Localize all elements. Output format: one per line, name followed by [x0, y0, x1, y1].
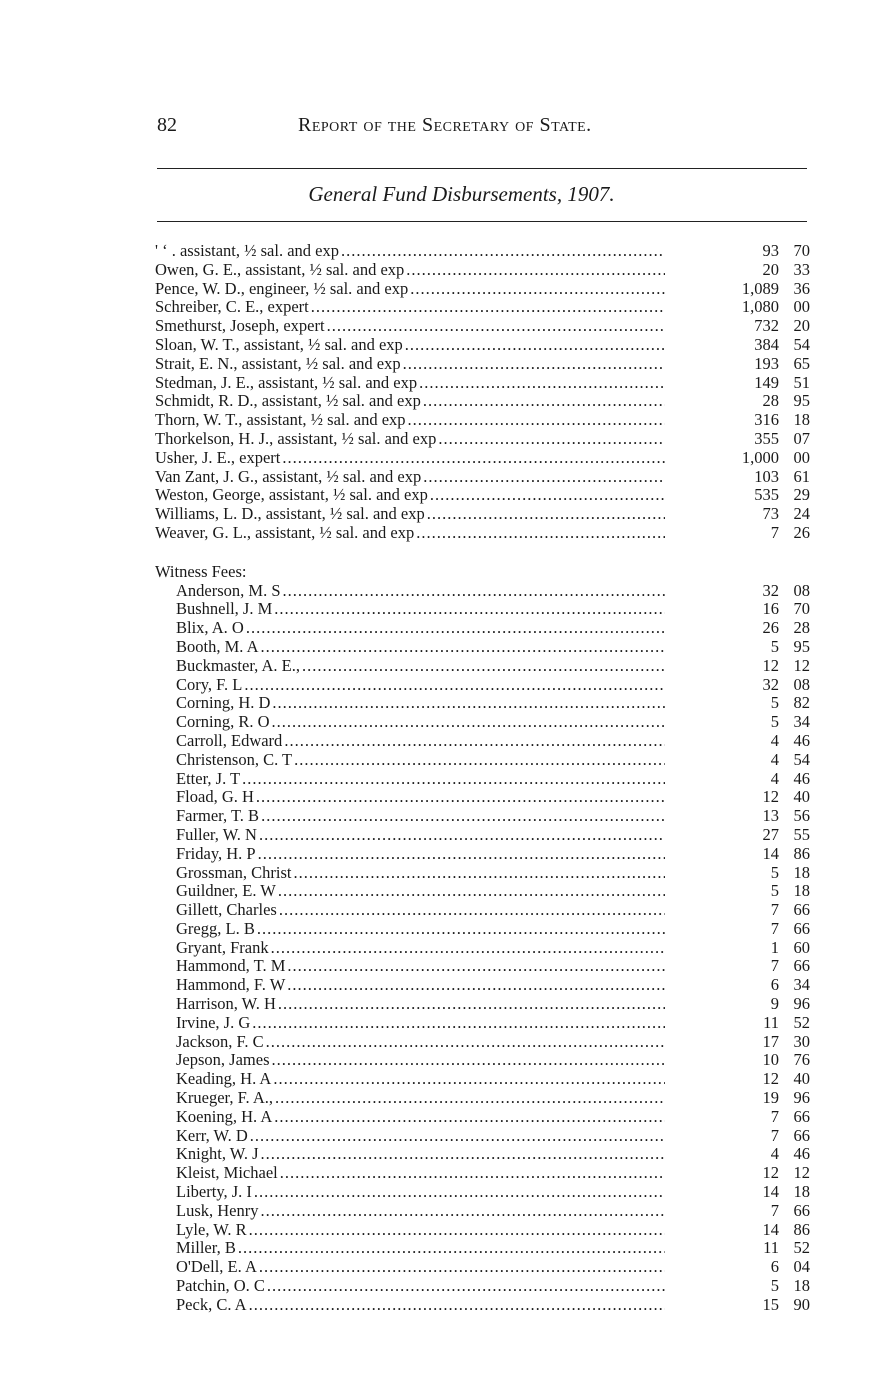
amount-dollars: 103	[754, 466, 779, 486]
payee-name: Weston, George, assistant, ½ sal. and exp	[155, 485, 428, 505]
payee-name: Pence, W. D., engineer, ½ sal. and exp	[155, 278, 409, 298]
dot-leader	[242, 770, 665, 789]
payee-name: Schmidt, R. D., assistant, ½ sal. and exp	[155, 391, 421, 411]
ledger-row	[155, 901, 810, 920]
payee-name: Kleist, Michael	[176, 1163, 278, 1183]
dot-leader	[271, 939, 665, 958]
payee-name: Corning, H. D	[176, 693, 271, 713]
amount-cents: 54	[793, 749, 810, 769]
payee-name: Bushnell, J. M	[176, 599, 273, 619]
payee-name: Smethurst, Joseph, expert	[155, 316, 325, 336]
amount-cents: 54	[793, 334, 810, 354]
ledger-row	[155, 882, 810, 901]
amount-dollars: 5	[770, 693, 779, 713]
dot-leader	[256, 788, 665, 807]
amount-cents: 18	[793, 1276, 810, 1296]
ledger-row	[155, 1164, 810, 1183]
dot-leader	[267, 1277, 665, 1296]
payee-name: Peck, C. A	[176, 1294, 247, 1314]
amount-cents: 18	[793, 1182, 810, 1202]
ledger-row	[155, 298, 810, 317]
amount-dollars: 6	[770, 975, 779, 995]
amount-dollars: 12	[762, 1163, 779, 1183]
dot-leader	[272, 694, 665, 713]
amount-dollars: 7	[770, 1200, 779, 1220]
amount-cents: 33	[793, 259, 810, 279]
dot-leader	[419, 374, 665, 393]
amount-dollars: 1,080	[741, 297, 779, 317]
amount-dollars: 1	[770, 937, 779, 957]
payee-name: Strait, E. N., assistant, ½ sal. and exp	[155, 353, 401, 373]
dot-leader	[280, 1164, 665, 1183]
dot-leader	[244, 676, 665, 695]
amount-dollars: 16	[762, 599, 779, 619]
ledger-row	[155, 411, 810, 430]
ledger-row	[155, 1296, 810, 1315]
dot-leader	[257, 920, 665, 939]
dot-leader	[283, 582, 665, 601]
amount-cents: 08	[793, 580, 810, 600]
ledger-row	[155, 920, 810, 939]
payee-name: Liberty, J. I	[176, 1182, 252, 1202]
payee-name: Gregg, L. B	[176, 918, 255, 938]
ledger-row	[155, 1033, 810, 1052]
ledger-row	[155, 1014, 810, 1033]
amount-dollars: 32	[762, 674, 779, 694]
dot-leader	[287, 957, 665, 976]
payee-name: Carroll, Edward	[176, 730, 283, 750]
ledger-row	[155, 826, 810, 845]
dot-leader	[238, 1239, 665, 1258]
amount-dollars: 1,089	[741, 278, 779, 298]
amount-cents: 34	[793, 975, 810, 995]
dot-leader	[259, 1258, 665, 1277]
amount-cents: 66	[793, 1200, 810, 1220]
amount-dollars: 73	[762, 504, 779, 524]
amount-cents: 66	[793, 1106, 810, 1126]
amount-dollars: 12	[762, 1069, 779, 1089]
dot-leader	[278, 995, 665, 1014]
amount-dollars: 6	[770, 1257, 779, 1277]
dot-leader	[273, 1070, 665, 1089]
amount-cents: 56	[793, 806, 810, 826]
amount-cents: 95	[793, 636, 810, 656]
dot-leader	[249, 1296, 665, 1315]
payee-name: Gillett, Charles	[176, 900, 277, 920]
dot-leader	[423, 392, 665, 411]
dot-leader	[279, 901, 665, 920]
dot-leader	[294, 751, 665, 770]
amount-cents: 29	[793, 485, 810, 505]
amount-cents: 18	[793, 862, 810, 882]
amount-dollars: 27	[762, 824, 779, 844]
payee-name: Thorn, W. T., assistant, ½ sal. and exp	[155, 410, 406, 430]
amount-cents: 70	[793, 241, 810, 260]
ledger-row	[155, 676, 810, 695]
payee-name: Grossman, Christ	[176, 862, 292, 882]
dot-leader	[261, 1145, 665, 1164]
amount-dollars: 14	[762, 843, 779, 863]
ledger-row	[155, 1221, 810, 1240]
ledger-row	[155, 770, 810, 789]
dot-leader	[302, 657, 665, 676]
witness-fee-entries	[155, 582, 810, 1315]
ledger-row	[155, 392, 810, 411]
amount-cents: 82	[793, 693, 810, 713]
amount-dollars: 1,000	[741, 447, 779, 467]
payee-name: Buckmaster, A. E.,	[176, 655, 300, 675]
amount-dollars: 17	[762, 1031, 779, 1051]
payee-name: Hammond, T. M	[176, 956, 286, 976]
amount-dollars: 12	[762, 787, 779, 807]
payee-name: Harrison, W. H	[176, 994, 276, 1014]
dot-leader	[278, 882, 665, 901]
payee-name: Williams, L. D., assistant, ½ sal. and exp	[155, 504, 425, 524]
dot-leader	[282, 449, 665, 468]
payee-name: Fuller, W. N	[176, 824, 257, 844]
dot-leader	[260, 1202, 665, 1221]
amount-dollars: 316	[754, 410, 779, 430]
amount-dollars: 193	[754, 353, 779, 373]
amount-dollars: 732	[754, 316, 779, 336]
amount-dollars: 384	[754, 334, 779, 354]
dot-leader	[438, 430, 665, 449]
amount-cents: 24	[793, 504, 810, 524]
dot-leader	[408, 411, 665, 430]
payee-name: Kerr, W. D	[176, 1125, 248, 1145]
ledger-row	[155, 261, 810, 280]
witness-fees-heading: Witness Fees:	[155, 561, 247, 581]
amount-dollars: 14	[762, 1219, 779, 1239]
ledger-row	[155, 280, 810, 299]
amount-dollars: 7	[770, 1106, 779, 1126]
amount-cents: 86	[793, 1219, 810, 1239]
amount-dollars: 7	[770, 956, 779, 976]
amount-cents: 52	[793, 1012, 810, 1032]
amount-dollars: 19	[762, 1088, 779, 1108]
running-title: Report of the Secretary of State.	[298, 114, 592, 136]
amount-cents: 52	[793, 1238, 810, 1258]
dot-leader	[423, 468, 665, 487]
payee-name: Fload, G. H	[176, 787, 254, 807]
amount-cents: 00	[793, 297, 810, 317]
amount-cents: 26	[793, 522, 810, 542]
amount-cents: 66	[793, 1125, 810, 1145]
dot-leader	[275, 1089, 665, 1108]
dot-leader	[274, 1108, 665, 1127]
amount-dollars: 11	[763, 1012, 779, 1032]
payee-name: Hammond, F. W	[176, 975, 286, 995]
amount-dollars: 28	[762, 391, 779, 411]
payee-name: Stedman, J. E., assistant, ½ sal. and exp	[155, 372, 418, 392]
ledger-row	[155, 524, 810, 543]
payee-name: Blix, A. O	[176, 618, 244, 638]
payee-name: Gryant, Frank	[176, 937, 269, 957]
amount-cents: 18	[793, 410, 810, 430]
amount-cents: 04	[793, 1257, 810, 1277]
ledger-row	[155, 1239, 810, 1258]
dot-leader	[246, 619, 665, 638]
dot-leader	[249, 1221, 665, 1240]
payee-name: Keading, H. A	[176, 1069, 272, 1089]
payee-name: Corning, R. O	[176, 712, 270, 732]
amount-dollars: 7	[770, 1125, 779, 1145]
amount-cents: 46	[793, 768, 810, 788]
amount-cents: 20	[793, 316, 810, 336]
amount-cents: 96	[793, 994, 810, 1014]
amount-cents: 12	[793, 1163, 810, 1183]
ledger-row	[155, 638, 810, 657]
ledger-row	[155, 1277, 810, 1296]
amount-cents: 66	[793, 918, 810, 938]
amount-dollars: 15	[762, 1294, 779, 1314]
amount-dollars: 4	[770, 730, 779, 750]
ledger-row	[155, 976, 810, 995]
payee-name: Jackson, F. C	[176, 1031, 264, 1051]
dot-leader	[266, 1033, 665, 1052]
ledger-row	[155, 1051, 810, 1070]
employee-entries	[155, 242, 810, 543]
ledger-row	[155, 317, 810, 336]
amount-dollars: 4	[770, 1144, 779, 1164]
payee-name: Van Zant, J. G., assistant, ½ sal. and exp	[155, 466, 422, 486]
dot-leader	[259, 826, 665, 845]
payee-name: Krueger, F. A.,	[176, 1088, 274, 1108]
dot-leader	[254, 1183, 665, 1202]
payee-name: Guildner, E. W	[176, 881, 276, 901]
ledger-row	[155, 732, 810, 751]
amount-dollars: 12	[762, 655, 779, 675]
amount-dollars: 4	[770, 749, 779, 769]
amount-cents: 76	[793, 1050, 810, 1070]
ledger-row	[155, 1108, 810, 1127]
ledger-row	[155, 242, 810, 261]
ledger-row	[155, 1258, 810, 1277]
dot-leader	[284, 732, 665, 751]
amount-cents: 46	[793, 1144, 810, 1164]
payee-name: Usher, J. E., expert	[155, 447, 281, 467]
section-title: General Fund Disbursements, 1907.	[308, 182, 615, 206]
amount-dollars: 535	[754, 485, 779, 505]
ledger-row	[155, 336, 810, 355]
ledger-row	[155, 713, 810, 732]
payee-name: Knight, W. J	[176, 1144, 259, 1164]
dot-leader	[261, 638, 665, 657]
payee-name: Owen, G. E., assistant, ½ sal. and exp	[155, 259, 405, 279]
ledger-row	[155, 751, 810, 770]
top-rule	[157, 168, 807, 169]
amount-cents: 18	[793, 881, 810, 901]
amount-cents: 65	[793, 353, 810, 373]
payee-name: Anderson, M. S	[176, 580, 281, 600]
amount-dollars: 9	[770, 994, 779, 1014]
ledger-row	[155, 486, 810, 505]
payee-name: Thorkelson, H. J., assistant, ½ sal. and exp	[155, 428, 437, 448]
ledger-row	[155, 355, 810, 374]
ledger-row	[155, 864, 810, 883]
amount-dollars: 5	[770, 881, 779, 901]
ledger-row	[155, 995, 810, 1014]
dot-leader	[416, 524, 665, 543]
amount-dollars: 5	[770, 712, 779, 732]
amount-cents: 40	[793, 787, 810, 807]
amount-cents: 30	[793, 1031, 810, 1051]
payee-name: Christenson, C. T	[176, 749, 293, 769]
amount-dollars: 5	[770, 636, 779, 656]
amount-dollars: 5	[770, 862, 779, 882]
dot-leader	[430, 486, 665, 505]
amount-dollars: 14	[762, 1182, 779, 1202]
ledger-row	[155, 374, 810, 393]
dot-leader	[311, 298, 665, 317]
amount-cents: 95	[793, 391, 810, 411]
payee-name: Jepson, James	[176, 1050, 270, 1070]
amount-cents: 12	[793, 655, 810, 675]
payee-name: Cory, F. L	[176, 674, 243, 694]
amount-dollars: 26	[762, 618, 779, 638]
amount-cents: 40	[793, 1069, 810, 1089]
amount-dollars: 11	[763, 1238, 779, 1258]
amount-dollars: 20	[762, 259, 779, 279]
payee-name: Farmer, T. B	[176, 806, 260, 826]
payee-name: Irvine, J. G	[176, 1012, 251, 1032]
ledger-row	[155, 582, 810, 601]
payee-name: Schreiber, C. E., expert	[155, 297, 309, 317]
dot-leader	[274, 600, 665, 619]
dot-leader	[405, 336, 665, 355]
payee-name: Etter, J. T	[176, 768, 241, 788]
amount-cents: 08	[793, 674, 810, 694]
amount-cents: 66	[793, 956, 810, 976]
payee-name: Patchin, O. C	[176, 1276, 265, 1296]
dot-leader	[427, 505, 665, 524]
disbursement-list	[155, 242, 810, 1315]
dot-leader	[272, 713, 665, 732]
payee-name: Miller, B	[176, 1238, 236, 1258]
amount-dollars: 4	[770, 768, 779, 788]
payee-name: Koening, H. A	[176, 1106, 273, 1126]
ledger-row	[155, 619, 810, 638]
ledger-row	[155, 845, 810, 864]
amount-cents: 60	[793, 937, 810, 957]
amount-cents: 36	[793, 278, 810, 298]
amount-cents: 66	[793, 900, 810, 920]
amount-dollars: 32	[762, 580, 779, 600]
ledger-row	[155, 1089, 810, 1108]
ledger-row	[155, 1070, 810, 1089]
amount-dollars: 355	[754, 428, 779, 448]
amount-cents: 55	[793, 824, 810, 844]
dot-leader	[258, 845, 665, 864]
ledger-row	[155, 694, 810, 713]
page-number: 82	[157, 114, 177, 136]
amount-dollars: 10	[762, 1050, 779, 1070]
amount-dollars: 7	[770, 522, 779, 542]
amount-cents: 96	[793, 1088, 810, 1108]
ledger-row	[155, 505, 810, 524]
ledger-row	[155, 807, 810, 826]
amount-cents: 07	[793, 428, 810, 448]
payee-name: Lusk, Henry	[176, 1200, 259, 1220]
amount-dollars: 5	[770, 1276, 779, 1296]
dot-leader	[327, 317, 665, 336]
amount-cents: 70	[793, 599, 810, 619]
payee-name: ' ‘ . assistant, ½ sal. and exp	[155, 241, 339, 260]
dot-leader	[403, 355, 665, 374]
dot-leader	[406, 261, 665, 280]
amount-cents: 34	[793, 712, 810, 732]
payee-name: Friday, H. P	[176, 843, 256, 863]
amount-cents: 46	[793, 730, 810, 750]
ledger-row	[155, 657, 810, 676]
payee-name: Sloan, W. T., assistant, ½ sal. and exp	[155, 334, 403, 354]
ledger-row	[155, 1127, 810, 1146]
amount-dollars: 13	[762, 806, 779, 826]
dot-leader	[272, 1051, 666, 1070]
amount-dollars: 7	[770, 918, 779, 938]
amount-cents: 28	[793, 618, 810, 638]
dot-leader	[250, 1127, 665, 1146]
amount-cents: 86	[793, 843, 810, 863]
ledger-row	[155, 939, 810, 958]
ledger-row	[155, 1145, 810, 1164]
bottom-rule	[157, 221, 807, 222]
dot-leader	[410, 280, 665, 299]
ledger-row	[155, 430, 810, 449]
payee-name: Booth, M. A	[176, 636, 259, 656]
ledger-row	[155, 449, 810, 468]
dot-leader	[341, 242, 665, 261]
amount-dollars: 7	[770, 900, 779, 920]
dot-leader	[287, 976, 665, 995]
amount-cents: 90	[793, 1294, 810, 1314]
ledger-row	[155, 788, 810, 807]
dot-leader	[294, 864, 666, 883]
ledger-row	[155, 1183, 810, 1202]
amount-cents: 00	[793, 447, 810, 467]
payee-name: Lyle, W. R	[176, 1219, 247, 1239]
ledger-row	[155, 600, 810, 619]
dot-leader	[261, 807, 665, 826]
ledger-row	[155, 1202, 810, 1221]
amount-dollars: 93	[762, 241, 779, 260]
amount-cents: 61	[793, 466, 810, 486]
payee-name: Weaver, G. L., assistant, ½ sal. and exp	[155, 522, 415, 542]
ledger-row	[155, 957, 810, 976]
payee-name: O'Dell, E. A	[176, 1257, 257, 1277]
ledger-row	[155, 468, 810, 487]
amount-cents: 51	[793, 372, 810, 392]
amount-dollars: 149	[754, 372, 779, 392]
dot-leader	[252, 1014, 665, 1033]
